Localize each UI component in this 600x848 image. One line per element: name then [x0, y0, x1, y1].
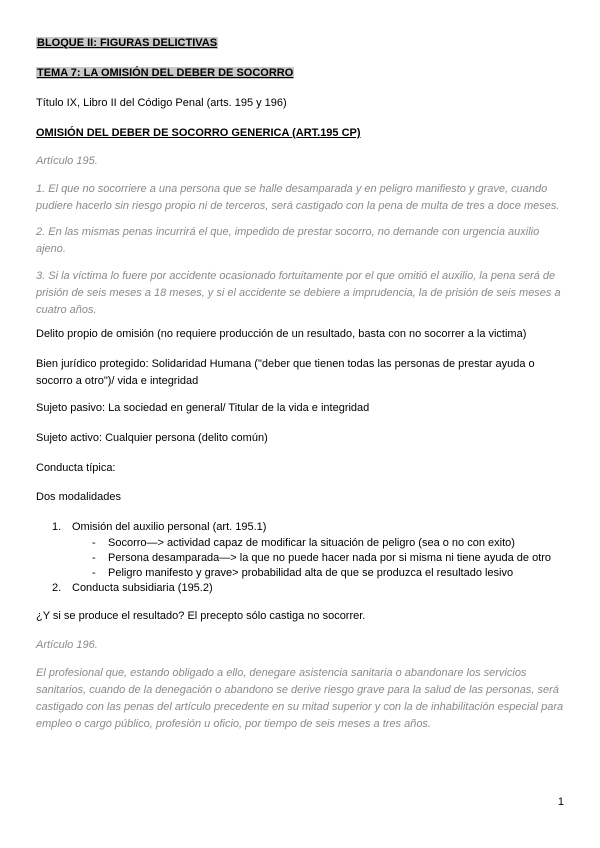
list-item-1: Omisión del auxilio personal (art. 195.1): [72, 521, 267, 533]
bien-juridico: Bien jurídico protegido: Solidaridad Humana ("deber que tienen todas las personas de prestar ayuda o socorro a otro")/ vida e integridad: [36, 358, 535, 387]
conducta-tipica: Conducta típica:: [36, 462, 116, 474]
bloque-heading-text: BLOQUE II: FIGURAS DELICTIVAS: [37, 37, 218, 49]
pregunta-resultado: ¿Y si se produce el resultado? El precepto sólo castiga no socorrer.: [36, 610, 366, 622]
dos-modalidades: Dos modalidades: [36, 491, 121, 503]
seccion-heading: OMISIÓN DEL DEBER DE SOCORRO GENERICA (ART.195 CP): [36, 127, 361, 139]
art195-title: Artículo 195.: [36, 155, 98, 167]
art196-title: Artículo 196.: [36, 639, 98, 651]
sub-item-1: Socorro—> actividad capaz de modificar la situación de peligro (sea o no con exito): [108, 537, 515, 549]
art195-p2: 2. En las mismas penas incurrirá el que, impedido de prestar socorro, no demande con urgencia auxilio ajeno.: [36, 226, 540, 255]
bloque-heading: [36, 35, 566, 52]
list-item-2: Conducta subsidiaria (195.2): [72, 582, 213, 594]
sub-marker-1: -: [92, 537, 96, 549]
titulo-line: Título IX, Libro II del Código Penal (arts. 195 y 196): [36, 97, 287, 109]
sub-item-2: Persona desamparada—> la que no puede hacer nada por si misma ni tiene ayuda de otro: [108, 552, 552, 564]
sub-item-3: Peligro manifesto y grave> probabilidad alta de que se produzca el resultado lesivo: [108, 567, 514, 579]
sub-marker-2: -: [92, 552, 96, 564]
page-number: 1: [557, 796, 564, 808]
sujeto-activo: Sujeto activo: Cualquier persona (delito común): [36, 432, 268, 444]
art196-p1: El profesional que, estando obligado a ello, denegare asistencia sanitaria o abandonare los servicios sanitarios, cuando de la denegación o abandono se derive riesgo grave para la salud de las personas, será castigado con las penas del artículo precedente en su mitad superior y con la de inhabilitación especial para empleo o cargo público, profesión u oficio, por tiempo de seis meses a tres años.: [36, 667, 564, 730]
delito-line: Delito propio de omisión (no requiere producción de un resultado, basta con no socorrer a la victima): [36, 328, 527, 340]
list-number-1: 1.: [52, 521, 62, 533]
art195-p3: 3. Si la víctima lo fuere por accidente ocasionado fortuitamente por el que omitió el auxilio, la pena será de prisión de seis meses a 18 meses, y si el accidente se debiere a imprudencia, la de prisión de seis meses a cuatro años.: [36, 270, 561, 316]
list-number-2: 2.: [52, 582, 62, 594]
tema-heading: [36, 65, 566, 82]
sub-marker-3: -: [92, 567, 96, 579]
art195-p1: 1. El que no socorriere a una persona que se halle desamparada y en peligro manifiesto y grave, cuando pudiere hacerlo sin riesgo propio ni de terceros, será castigado con la pena de multa de tres a doce meses.: [36, 183, 560, 212]
sujeto-pasivo: Sujeto pasivo: La sociedad en general/ Titular de la vida e integridad: [36, 402, 370, 414]
tema-heading-text: TEMA 7: LA OMISIÓN DEL DEBER DE SOCORRO: [37, 67, 294, 79]
